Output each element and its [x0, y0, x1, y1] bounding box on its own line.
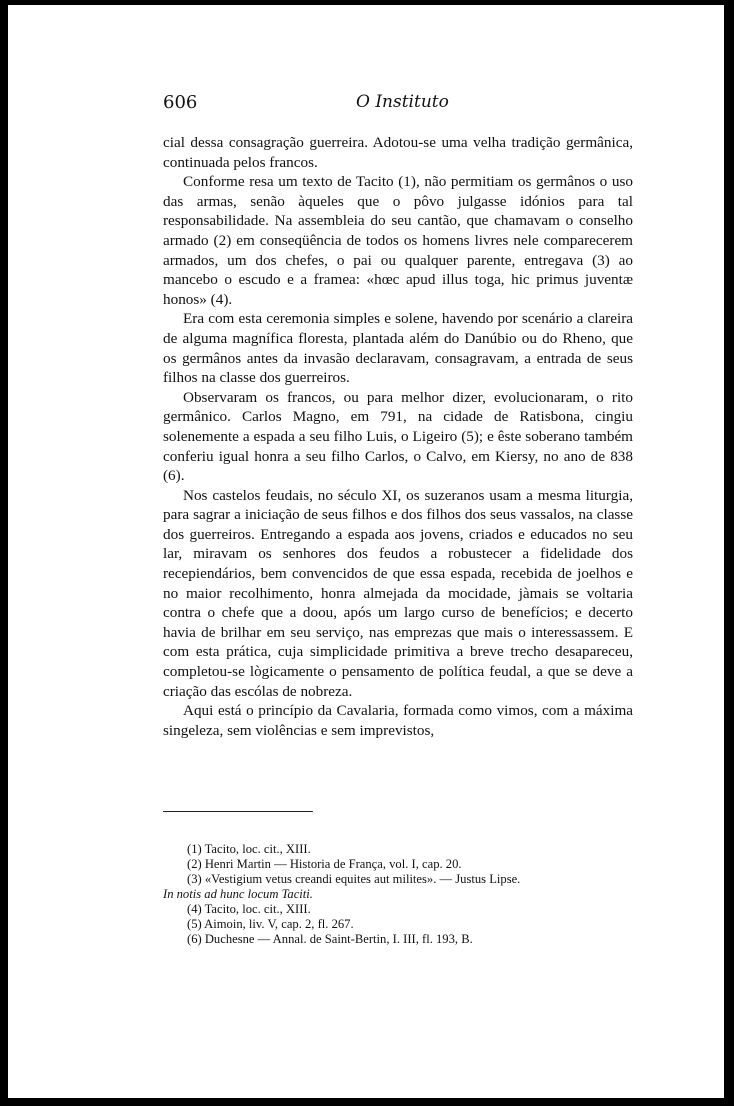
scan-border-top	[0, 0, 734, 5]
running-title: O Instituto	[356, 92, 449, 112]
footnote: (3) «Vestigium vetus creandi equites aut milites». — Justus Lipse.	[187, 872, 521, 886]
paragraph: cial dessa consagração guerreira. Adotou-se uma velha tradição germânica, continuada pelos francos.	[163, 134, 633, 171]
paragraph: Aqui está o princípio da Cavalaria, formada como vimos, com a máxima singeleza, sem violências e sem imprevistos,	[163, 702, 633, 739]
footnote: (5) Aimoin, liv. V, cap. 2, fl. 267.	[187, 917, 354, 931]
footnotes	[163, 842, 633, 947]
footnote: (2) Henri Martin — Historia de França, vol. I, cap. 20.	[187, 857, 462, 871]
paragraph: Observaram os francos, ou para melhor dizer, evolucionaram, o rito germânico. Carlos Magno, em 791, na cidade de Ratisbona, cingiu solenemente a espada a seu filho Luis, o Ligeiro (5); e êste soberano também conferiu igual honra a seu filho Carlos, o Calvo, em Kiersy, no ano de 838 (6).	[163, 388, 633, 485]
footnote-continuation: In notis ad hunc locum Taciti.	[163, 887, 313, 901]
page-number: 606	[163, 92, 198, 113]
scan-border-left	[0, 0, 8, 1106]
page-header	[163, 92, 633, 114]
paragraph: Nos castelos feudais, no século XI, os suzeranos usam a mesma liturgia, para sagrar a iniciação de seus filhos e dos filhos dos seus vassalos, na classe dos guerreiros. Entregando a espada aos jovens, criados e educados no seu lar, miravam os senhores dos feudos a robustecer a fidelidade dos recepiendários, bem convencidos de que essa espada, recebida de joelhos e no maior recolhimento, honra almejada da mocidade, jàmais se voltaria contra o chefe que a doou, após um largo curso de benefícios; e decerto havia de brilhar em seu serviço, nas emprezas que mais o interessassem. E com esta prática, cuja simplicidade primitiva a breve trecho desapareceu, completou-se lògicamente o pensamento de política feudal, a que se deve a criação das escólas de nobreza.	[163, 486, 633, 700]
scan-border-bottom	[0, 1098, 734, 1106]
footnote: (1) Tacito, loc. cit., XIII.	[187, 842, 311, 856]
paragraph: Conforme resa um texto de Tacito (1), não permitiam os germânos o uso das armas, senão àqueles que o pôvo julgasse idónios para tal responsabilidade. Na assembleia do seu cantão, que chamavam o conselho armado (2) em conseqüência de todos os homens livres nele comparecerem armados, um dos chefes, o pai ou qualquer parente, entregava (3) ao mancebo o escudo e a framea: «hœc apud illus toga, hic primus juventæ honos» (4).	[163, 173, 633, 308]
scan-border-right	[724, 0, 734, 1106]
footnote: (6) Duchesne — Annal. de Saint-Bertin, I. III, fl. 193, B.	[187, 932, 473, 946]
body-text	[163, 133, 633, 740]
footnote: (4) Tacito, loc. cit., XIII.	[187, 902, 311, 916]
footnote-divider	[163, 811, 313, 812]
paragraph: Era com esta ceremonia simples e solene, havendo por scenário a clareira de alguma magnífica floresta, plantada além do Danúbio ou do Rheno, que os germânos antes da invasão declaravam, consagravam, a entrada de seus filhos na classe dos guerreiros.	[163, 310, 633, 387]
